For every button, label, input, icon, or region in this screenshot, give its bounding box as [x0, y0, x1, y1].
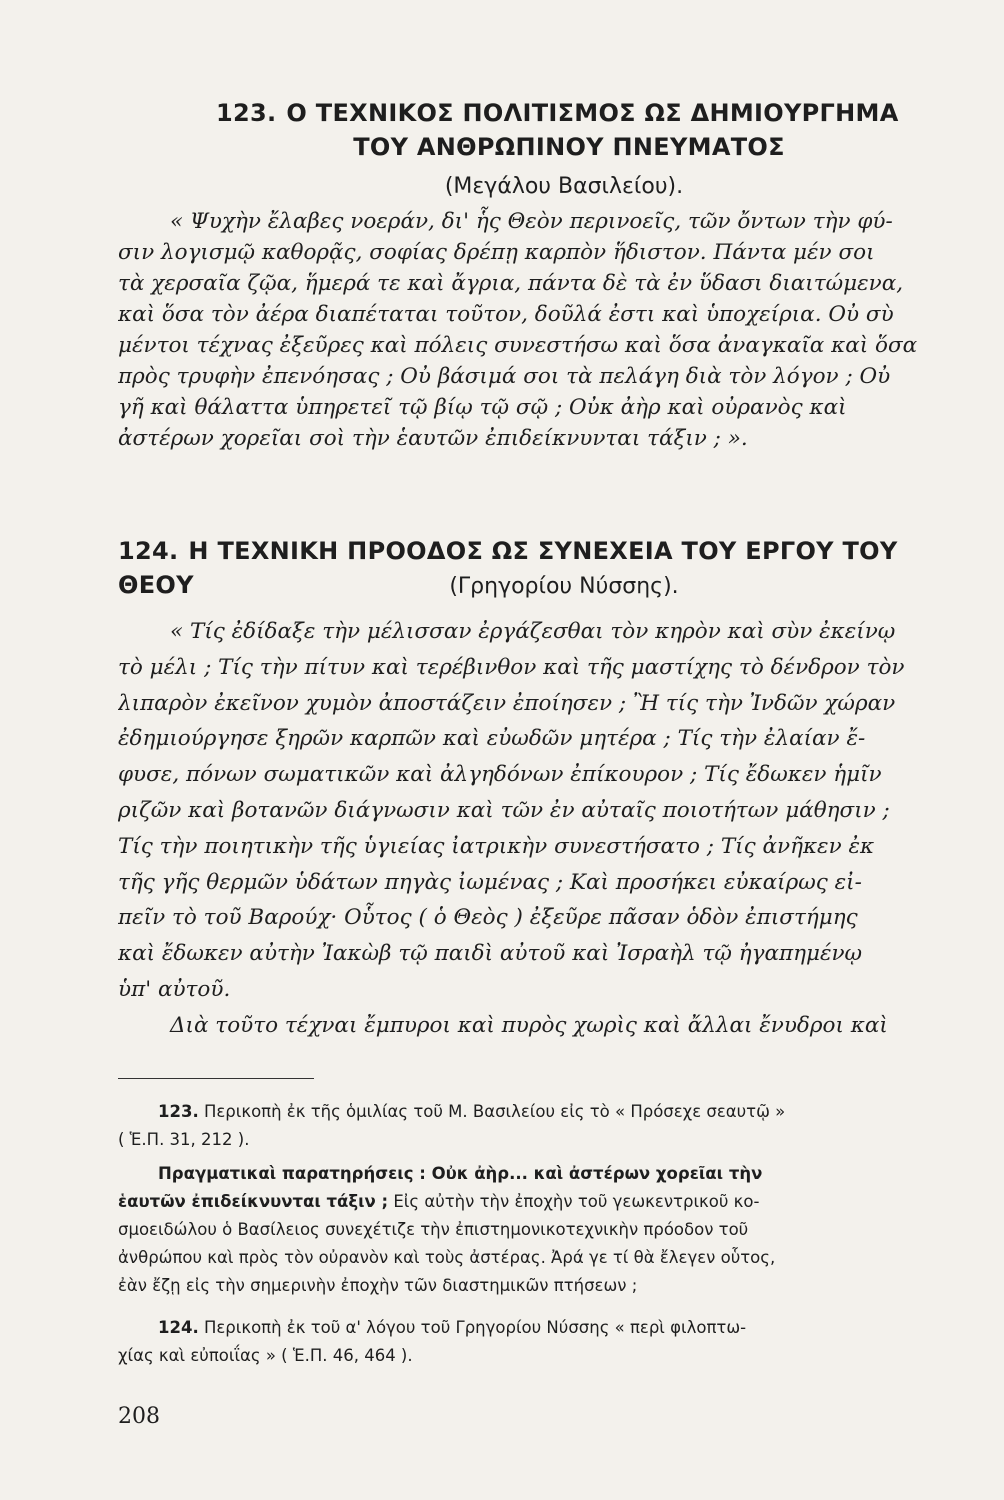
text-line: λιπαρὸν ἐκεῖνον χυμὸν ἀποστάζειν ἐποίησεν ; Ἢ τίς τὴν Ἰνδῶν χώραν [118, 690, 896, 716]
remarks-line2-rest: Εἰς αὐτὴν τὴν ἐποχὴν τοῦ γεωκεντρικοῦ κο- [388, 1192, 760, 1211]
remarks-label-text: Πραγματικαὶ παρατηρήσεις : Οὐκ ἀὴρ... καὶ ἀστέρων χορεῖαι τὴν [158, 1164, 763, 1183]
remarks-line2 [118, 1188, 970, 1216]
remarks-line3: σμοειδώλου ὁ Βασίλειος συνεχέτιζε τὴν ἐπιστημονικοτεχνικὴν πρόοδον τοῦ [118, 1220, 749, 1239]
section-124-author: (Γρηγορίου Νύσσης). [449, 574, 679, 599]
text-line: πρὸς τρυφὴν ἐπενόησας ; Οὐ βάσιμά σοι τὰ πελάγη διὰ τὸν λόγον ; Οὐ [118, 364, 891, 389]
section-124-number: 124. [118, 537, 179, 565]
section-123-text [118, 206, 970, 454]
footnote-123-ref: ( Ἑ.Π. 31, 212 ). [118, 1130, 250, 1149]
section-124-title: Η ΤΕΧΝΙΚΗ ΠΡΟΟΔΟΣ ΩΣ ΣΥΝΕΧΕΙΑ ΤΟΥ ΕΡΓΟΥ ΤΟΥ ΘΕΟΥ [118, 537, 898, 599]
section-123-heading [120, 96, 970, 164]
remarks-line4: ἀνθρώπου καὶ πρὸς τὸν οὐρανὸν καὶ τοὺς ἀστέρας. Ἀρά γε τί θὰ ἔλεγεν οὗτος, [118, 1248, 776, 1267]
section-123-author: (Μεγάλου Βασιλείου). [444, 174, 684, 199]
text-line: γῆ καὶ θάλαττα ὑπηρετεῖ τῷ βίῳ τῷ σῷ ; Οὐκ ἀὴρ καὶ οὐρανὸς καὶ [118, 395, 847, 420]
remarks-label [118, 1160, 970, 1188]
text-line: καὶ ἔδωκεν αὐτὴν Ἰακὼβ τῷ παιδὶ αὐτοῦ καὶ Ἰσραὴλ τῷ ἠγαπημένῳ [118, 941, 863, 967]
footnote-124 [118, 1314, 970, 1342]
footnote-123-text: Περικοπὴ ἐκ τῆς ὁμιλίας τοῦ Μ. Βασιλείου εἰς τὸ « Πρόσεχε σεαυτῷ » [203, 1102, 786, 1121]
text-line: τὸ μέλι ; Τίς τὴν πίτυν καὶ τερέβινθον καὶ τῆς μαστίχης τὸ δένδρον τὸν [118, 654, 905, 680]
remarks-line2-bold: ἑαυτῶν ἐπιδείκνυνται τάξιν ; [118, 1192, 389, 1211]
footnote-divider [118, 1078, 314, 1079]
text-line: ἀστέρων χορεῖαι σοὶ τὴν ἑαυτῶν ἐπιδείκνυνται τάξιν ; ». [118, 426, 748, 451]
text-line: τὰ χερσαῖα ζῷα, ἥμερά τε καὶ ἄγρια, πάντα δὲ τὰ ἐν ὕδασι διαιτώμενα, [118, 271, 904, 296]
text-line: ριζῶν καὶ βοτανῶν διάγνωσιν καὶ τῶν ἐν αὐταῖς ποιοτήτων μάθησιν ; [118, 797, 890, 823]
footnote-124-ref: χίας καὶ εὐποιΐας » ( Ἑ.Π. 46, 464 ). [118, 1346, 413, 1365]
text-line: φυσε, πόνων σωματικῶν καὶ ἀλγηδόνων ἐπίκουρον ; Τίς ἔδωκεν ἡμῖν [118, 762, 882, 788]
text-line: σιν λογισμῷ καθορᾷς, σοφίας δρέπῃ καρπὸν ἥδιστον. Πάντα μέν σοι [118, 240, 875, 265]
text-line: ὑπ' αὐτοῦ. [118, 976, 231, 1002]
text-line: μέντοι τέχνας ἐξεῦρες καὶ πόλεις συνεστήσω καὶ ὅσα ἀναγκαῖα καὶ ὅσα [118, 333, 918, 358]
text-line: Τίς τὴν ποιητικὴν τῆς ὑγιείας ἰατρικὴν συνεστήσατο ; Τίς ἀνῆκεν ἐκ [118, 833, 875, 859]
section-124-text [118, 614, 970, 1044]
section-123-number: 123. [216, 99, 277, 127]
section-123-title-line2: ΤΟΥ ΑΝΘΡΩΠΙΝΟΥ ΠΝΕΥΜΑΤΟΣ [353, 133, 785, 161]
footnote-123-number: 123. [158, 1102, 199, 1121]
footnote-124-text: Περικοπὴ ἐκ τοῦ α' λόγου τοῦ Γρηγορίου Νύσσης « περὶ φιλοπτω- [203, 1318, 747, 1337]
footnote-123 [118, 1098, 970, 1126]
remarks-line5: ἐὰν ἔζῃ εἰς τὴν σημερινὴν ἐποχὴν τῶν διαστημικῶν πτήσεων ; [118, 1276, 638, 1295]
text-line: καὶ ὅσα τὸν ἀέρα διαπέταται τοῦτον, δοῦλά ἐστι καὶ ὑποχείρια. Οὐ σὺ [118, 302, 894, 327]
page-number: 208 [118, 1404, 160, 1429]
text-line: τῆς γῆς θερμῶν ὑδάτων πηγὰς ἰωμένας ; Καὶ προσήκει εὐκαίρως εἰ- [118, 869, 862, 895]
text-line: « Ψυχὴν ἔλαβες νοεράν, δι' ἧς Θεὸν περινοεῖς, τῶν ὄντων τὴν φύ- [170, 209, 893, 234]
text-line: ἐδημιούργησε ξηρῶν καρπῶν καὶ εὐωδῶν μητέρα ; Τίς τὴν ἐλαίαν ἔ- [118, 726, 866, 752]
section-123-title-line1: Ο ΤΕΧΝΙΚΟΣ ΠΟΛΙΤΙΣΜΟΣ ΩΣ ΔΗΜΙΟΥΡΓΗΜΑ [286, 99, 899, 127]
text-line: πεῖν τὸ τοῦ Βαρούχ· Οὗτος ( ὁ Θεὸς ) ἐξεῦρε πᾶσαν ὁδὸν ἐπιστήμης [118, 905, 858, 931]
text-line: Διὰ τοῦτο τέχναι ἔμπυροι καὶ πυρὸς χωρὶς καὶ ἄλλαι ἔνυδροι καὶ [170, 1012, 888, 1038]
footnotes [118, 1098, 970, 1370]
text-line: « Τίς ἐδίδαξε τὴν μέλισσαν ἐργάζεσθαι τὸν κηρὸν καὶ σὺν ἐκείνῳ [170, 619, 896, 644]
footnote-124-number: 124. [158, 1318, 199, 1337]
